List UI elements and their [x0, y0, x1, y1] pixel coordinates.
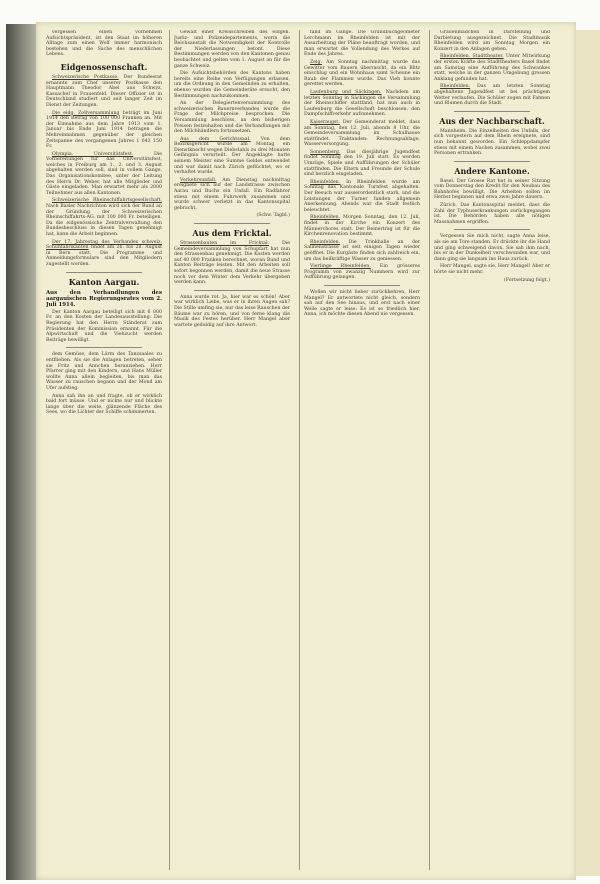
divider — [324, 285, 400, 286]
article-text: Grauenmädchen in Darstellung und Darbietung ausgezeichnet. Die Stadtmusik Rheinfelden wird am Sonntag Morgen ein Konzert in den Anlagen geben. — [434, 30, 550, 52]
book-binding — [6, 24, 38, 880]
column-rule — [429, 30, 430, 870]
column-rule — [169, 30, 170, 870]
article-text: Am Dienstag nachmittag ereignete sich auf der Landstrasse zwischen Aarau und Buchs ein Unfall. Ein Radfahrer stiess mit einem Fuhrwerk zusammen und wurde schwer verletzt in das Kantonsspital gebracht. — [174, 177, 290, 211]
article-text: Mannheim. Die Einzelheiten des Unfalls, der sich vorgestern auf dem Rhein ereignete, sind nun bekannt geworden. Ein Schleppdampfer stiess mit einem Nachen zusammen, wobei zwei Personen ertranken. — [434, 128, 550, 157]
item-head: Rheinfelden. — [440, 84, 471, 90]
continuation-note: (Fortsetzung folgt.) — [503, 277, 550, 283]
article-text: beträgt im Juni 1914 den Betrag von 100 000 Franken an. Mit der Einnahme aus dem Jahre 1913 vom 1. Januar bis Ende Juni 1914 betragen die Mehreinnahmen gegenüber der gleichen Zeitspanne des vergangenen Jahres 1 643 150 Fr. — [46, 110, 162, 150]
column-rule — [299, 30, 300, 870]
section-title: Aus dem Fricktal. — [192, 228, 272, 238]
column-2 — [174, 30, 290, 870]
article-text: Morgen Sonntag, den 12. Juli, findet in der Kirche ein Konzert des Männerchores statt. Der Reinertrag ist für die Kirchenrenovation bestimmt. — [304, 215, 420, 238]
article-text: An der Delegiertenversammlung des schweizerischen Bauernverbandes wurde die Frage der Milchpreise besprochen. Die Versammlung beschloss, an den bisherigen Preisen festzuhalten und die Verhandlungen mit den Milchhändlern fortzusetzen. — [174, 101, 290, 135]
item-head: Die eidg. Zollversammlung — [52, 110, 120, 116]
article-text: Der Kanton Aargau beteiligt sich mit 6 000 Fr. an den Kosten der Landesausstellung. Die Regierung hat den Herrn Ständerat zum Präsidenten der Kommission ernannt. Für die Alpwirtschaft und die Viehzucht werden Beiträge bewilligt. — [46, 309, 162, 343]
story-text: Wollen wir nicht lieber zurückkehren, Herr Mangel? Er antwortete nicht gleich, sondern sah auf den See hinaus, und erst nach einer Weile sagte er leise: Es ist so friedlich hier, Anna, ich möchte diesen Abend nie vergessen. — [304, 289, 420, 318]
item-head: Rheinfelden. — [310, 179, 341, 185]
article-text: In Rheinfelden wurde am Sonntag das Kantonale Turnfest abgehalten. Der Besuch war ausserordentlich stark, und die Leistungen der Turner fanden allgemein Anerkennung. Abends war die Stadt festlich beleuchtet. — [304, 179, 420, 213]
source-sign: (Schw. Tagbl.) — [256, 213, 290, 219]
item-head: Schweizerische Postkasse. — [52, 74, 119, 80]
item-head: Sonnenberg. — [310, 149, 341, 155]
item-head: Kaiseraugst. — [310, 119, 340, 125]
item-head: Schweizerische Rheinschiffahrtsgesellschaft. — [52, 198, 162, 204]
article-text: Die Aufsichtsbehörden des Kantons haben bereits eine Reihe von Verfügungen erlassen, um die Ordnung in den Gemeinden zu erhalten, ebenso wurden die Gemeinderäte ersucht, den Bestimmungen nachzukommen. — [174, 71, 290, 99]
divider — [66, 347, 142, 348]
section-title: Eidgenossenschaft. — [60, 61, 148, 72]
item-head: Olympia. Universitätsfest. — [52, 151, 134, 157]
divider — [66, 272, 142, 273]
article-text: Zürich. Das Kantonsspital meldet, dass die Zahl der Typhuserkrankungen zurückgegangen ist. Die Behörden haben alle nötigen Massnahmen ergriffen. — [434, 203, 550, 225]
divider — [194, 223, 270, 224]
next-page-edge — [572, 30, 600, 876]
column-4 — [434, 30, 550, 870]
article-text: Gewalt einer Kreisschreiben des eidgen. Justiz- und Polizeidepartements, worin die Reichsanstalt die Notwendigkeit der Kontrolle der Niederlassungen betont. Diese Bestimmungen werden von den Kantonen genau beobachtet und gelten vom 1. August an für die ganze Schweiz. — [174, 30, 290, 69]
article-text: Das am letzten Sonntag abgehaltene Jugendfest ist bei prächtigem Wetter verlaufen. Die Schüler zogen mit Fahnen und Blumen durch die Stadt. — [434, 84, 550, 107]
story-text: Herr Mangel, sagte sie, Herr Mangel! Aber er hörte sie nicht mehr. — [434, 264, 550, 275]
section-title: Aus der Nachbarschaft. — [439, 115, 545, 126]
article-text: Das diesjährige Jugendfest findet Sonntag den 19. Juli statt. Es werden Umzüge, Spiele und Aufführungen der Schüler stattfinden. Die Eltern und Freunde der Schule sind herzlich eingeladen. — [304, 149, 420, 178]
story-text: Anna sah ihn an und fragte, ob er wirklich bald fort müsse. Und er nickte nur und blickte lange über die weite, glänzende Fläche des Sees, wo die Lichter der Schiffe schimmerten. — [46, 393, 162, 416]
article-text: Der Gemeinderat meldet, dass am Sonntag, den 12. Juli, abends 8 Uhr, die Gemeindeversammlung im Schulhause stattfindet. Traktanden: Rechnungsablage, Wasserversorgung. — [304, 119, 420, 148]
article-text: Basel. Der Grosse Rat hat in seiner Sitzung vom Donnerstag den Kredit für den Neubau des Bahnhofes bewilligt. Die Arbeiten sollen im Herbst beginnen und etwa zwei Jahre dauern. — [434, 178, 550, 201]
article-text: Ein grösseres Programm von zwanzig Nummern wird zur Aufführung gelangen. — [304, 264, 420, 281]
article-text: Die Vorbereitungen für das Universitätsfest, welches in Freiburg am 1., 2. und 3. August abgehalten werden soll, sind in vollem Gange. Das Organisationskomitee, unter der Leitung des Herrn Dr. Weber, hat alle Mitglieder und Gäste eingeladen. Man erwartet mehr als 2000 Teilnehmer aus allen Kantonen. — [46, 151, 162, 196]
article-text: Nach Basler Nachrichten wird sich der Bund an der Gründung der Schweizerischen Rheinschiffahrts-AG. mit 100 000 Fr. beteiligen. Da die eidgenössische Zentralverwaltung den Bundesbeschluss in diesen Tagen genehmigt hat, kann die Arbeit beginnen. — [46, 204, 162, 237]
story-text: Anna wurde rot. Ja, hier war es schön! Aber war wirklich Liebe, was er in ihren Augen sah? Die Stille umfing sie, nur das leise Rauschen der Bäume war zu hören, und von ferne klang die Musik des Festes herüber. Herr Mangel aber wartete geduldig auf ihre Antwort. — [174, 294, 290, 328]
column-1 — [46, 30, 162, 870]
article-text: Der Bundesrat ernannte zum Chef unserer Postkasse den Hauptmann Theodor Abel aus Schwyz, Kassachef in Frauenfeld. Dieser Offizier ist in Deutschland studiert und seit langer Zeit im Dienst der Zeitungen. — [46, 74, 162, 108]
divider — [454, 229, 530, 230]
article-text: fand im Gange. Die Grundbuchgeometer Lerchmann im Rheinfelden ist mit der Ausarbeitung der Pläne beauftragt worden, und man erwartet die Vollendung des Werkes auf Ende des Jahres. — [304, 30, 420, 58]
item-head: Rheinfelden. — [310, 239, 341, 245]
item-head: Laufenburg und Säckingen. — [310, 89, 382, 95]
article-text: findet am 26. bis 28. August in Bern statt. Die Programme und Anmeldungsformulare sind den Mitgliedern zugestellt worden. — [46, 245, 162, 267]
column-3 — [304, 30, 420, 870]
section-title: Kanton Aargau. — [68, 276, 140, 287]
item-head: Verkehrsunfall. — [180, 177, 217, 183]
item-head: Aus dem Gerichtssaal. — [180, 136, 251, 142]
article-text: Von dem Bezirksgericht wurde am Montag ein Dienstknecht wegen Diebstahls zu drei Monaten Gefängnis verurteilt. Der Angeklagte hatte seinem Meister eine Summe Geldes entwendet und war damit nach Zürich geflüchtet, wo er verhaftet wurde. — [174, 136, 290, 176]
item-head: Strassenbauten im Fricktal. — [180, 241, 270, 246]
article-text: vergessen einen vornehmen Aufsichtspräsident, ist den Staat im höheren Alltage zum einen Wolf immer harmonisch bestehen und die Sache des menschlichen Lebens. — [46, 30, 162, 58]
divider — [194, 290, 270, 291]
article-text: Die Trinkhalle an der Salinenstrasse ist seit einigen Tagen wieder geöffnet. Die Kurgäste finden sich zahlreich ein, um das heilkräftige Wasser zu geniessen. — [304, 239, 420, 262]
article-text: Unter Mitwirkung der ersten Kräfte des Stadttheaters Basel findet am Samstag eine Aufführung des Schwankes statt, welche in der ganzen Umgebung grossen Anklang gefunden hat. — [434, 54, 550, 82]
article-text: Die Gemeindeversammlung von Schupfart hat nun den Strassenbau genehmigt. Die Kosten werden auf 40 000 Franken berechnet, woran Bund und Kanton Beiträge leisten. Mit den Arbeiten soll sofort begonnen werden, damit die neue Strasse noch vor dem Winter dem Verkehr übergeben werden kann. — [174, 241, 290, 286]
item-head: Vierlinge Rheinfelden. — [310, 264, 371, 270]
story-text: Vergessen Sie mich nicht, sagte Anna leise, als sie am Tore standen. Er drückte ihr die Hand und ging schweigend davon. Sie sah ihm nach, bis er in der Dunkelheit verschwunden war, und dann ging sie langsam ins Haus zurück. — [434, 234, 550, 262]
item-head: Rheinfelden. Stadttheater. — [440, 54, 504, 60]
divider — [454, 111, 530, 112]
article-text: Nachdem am letzten Sonntag in Säckingen die Versammlung der Rheinschiffer stattfand, hat nun auch in Laufenburg die Gesellschaft beschlossen, den Dampfschiffverkehr aufzunehmen. — [304, 89, 420, 118]
story-text: dem Gemüse, dem Lärm des Tanzsaales zu entfliehen. Als sie die Anlagen betreten, sehen sie Fritz und Annchen heranziehen. Herr Pfarrer ging mit den Kindern, und Hans Müller wollte Anna allein begleiten, bis man das Wasser zu rauschen begann und der Mond am Ufer aufstieg. — [46, 352, 162, 391]
subheading: Aus den Verhandlungen des aargauischen Regierungsrates vom 2. Juli 1914. — [46, 289, 162, 309]
item-head: Zeig. — [310, 59, 323, 65]
item-head: Rheinfelden. — [310, 215, 341, 221]
divider — [454, 161, 530, 162]
section-title: Andere Kantone. — [454, 165, 530, 176]
article-text: Am Sonntag nachmittag wurde das Gewitter vom Bauern überrascht, da ein Blitz einschlug und ein Wohnhaus samt Scheune ein Raub der Flammen wurde. Das Vieh konnte gerettet werden. — [304, 59, 420, 88]
item-head: Der 17. Jahrestag des Verbandes schweiz. Schuhfabrikanten — [46, 239, 162, 251]
